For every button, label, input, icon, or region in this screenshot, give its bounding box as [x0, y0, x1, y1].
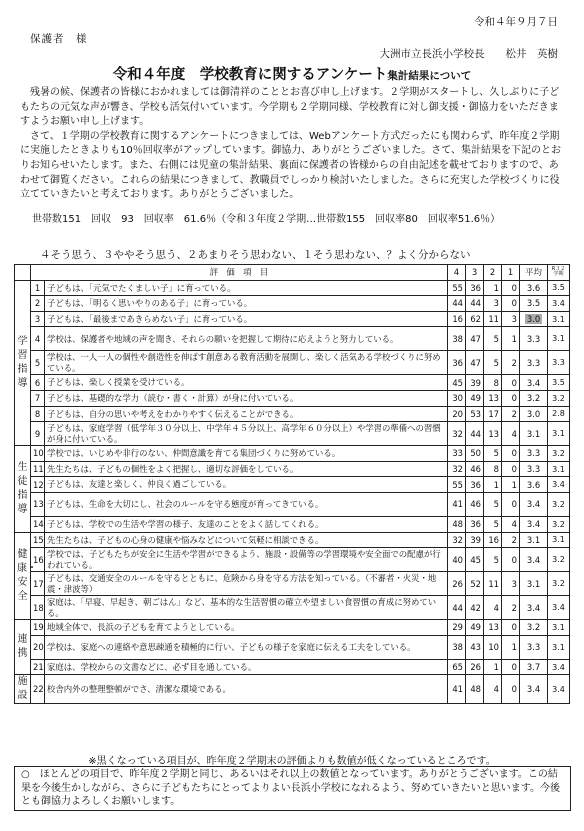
count-4: 33	[448, 446, 466, 462]
average-score	[520, 461, 548, 477]
count-3: 39	[466, 375, 484, 391]
header-average: 平均	[520, 265, 548, 281]
average-score	[520, 390, 548, 406]
header-item: 評 価 項 目	[31, 265, 448, 281]
response-stats: 世帯数151 回収 93 回収率 61.6％（令和３年度２学期…世帯数155 回収率80 回収率51.6％）	[32, 214, 501, 225]
average-score	[520, 548, 548, 572]
table-row	[15, 461, 570, 477]
average-value: 3.3	[526, 357, 541, 368]
count-4: 26	[448, 572, 466, 596]
count-3: 46	[466, 492, 484, 516]
count-2: 3	[484, 296, 502, 312]
item-text: 子どもは、「最後まであきらめない子」に育っている。	[45, 311, 448, 327]
average-value: 3.7	[526, 662, 541, 673]
count-4: 29	[448, 620, 466, 636]
average-value: 3.4	[526, 519, 541, 530]
average-value: 3.1	[526, 428, 541, 439]
previous-score: 3.1	[548, 327, 570, 351]
average-value: 3.1	[526, 534, 541, 545]
count-3: 26	[466, 659, 484, 675]
count-3: 48	[466, 675, 484, 704]
item-number: 6	[31, 375, 45, 391]
count-4: 41	[448, 675, 466, 704]
item-number: 3	[31, 311, 45, 327]
average-value: 3.6	[526, 479, 541, 490]
count-4: 41	[448, 492, 466, 516]
category-label: 生徒指導	[15, 446, 31, 532]
table-row	[15, 327, 570, 351]
previous-score: 3.1	[548, 461, 570, 477]
item-text: 子どもは、「明るく思いやりのある子」に育っている。	[45, 296, 448, 312]
average-value: 3.0	[526, 408, 541, 419]
header-2: 2	[484, 265, 502, 281]
count-1: 3	[502, 311, 520, 327]
table-row	[15, 620, 570, 636]
table-row	[15, 572, 570, 596]
footnote: ※黒くなっている項目が、昨年度２学期末の評価よりも数値が低くなっているところです。	[88, 756, 496, 767]
average-value: 3.4	[526, 554, 541, 565]
average-value: 3.1	[526, 578, 541, 589]
item-text: 学校は、一人一人の個性や創造性を伸ばす創意ある教育活動を展開し、楽しく活気ある学校づくりに努めている。	[45, 351, 448, 375]
sender: 大洲市立長浜小学校長 松井 英樹	[379, 48, 558, 60]
average-value: 3.3	[526, 464, 541, 475]
count-1: 0	[502, 659, 520, 675]
average-score	[520, 532, 548, 548]
table-row	[15, 675, 570, 704]
survey-results-table	[14, 264, 570, 704]
count-2: 8	[484, 375, 502, 391]
count-2: 11	[484, 311, 502, 327]
count-1: 2	[502, 351, 520, 375]
count-1: 1	[502, 635, 520, 659]
item-text: 先生たちは、子どもの心身の健康や悩みなどについて気軽に相談できる。	[45, 532, 448, 548]
count-2: 17	[484, 406, 502, 422]
category-label: 健康・安全	[15, 532, 31, 620]
average-score	[520, 296, 548, 312]
previous-score: 3.5	[548, 375, 570, 391]
table-row	[15, 422, 570, 446]
count-4: 30	[448, 390, 466, 406]
item-text: 家庭は、学校からの文書などに、必ず目を通している。	[45, 659, 448, 675]
average-score	[520, 422, 548, 446]
count-1: 2	[502, 532, 520, 548]
count-1: 0	[502, 620, 520, 636]
previous-score: 3.4	[548, 659, 570, 675]
header-3: 3	[466, 265, 484, 281]
count-3: 47	[466, 327, 484, 351]
item-number: 15	[31, 532, 45, 548]
count-1: 0	[502, 492, 520, 516]
count-1: 0	[502, 446, 520, 462]
item-text: 先生たちは、子どもの個性をよく把握し、適切な評価をしている。	[45, 461, 448, 477]
average-score	[520, 375, 548, 391]
table-row	[15, 351, 570, 375]
previous-score: 3.2	[548, 390, 570, 406]
item-text: 校舎内外の整理整頓がでさ、清潔な環境である。	[45, 675, 448, 704]
previous-score: 3.2	[548, 492, 570, 516]
table-row	[15, 516, 570, 532]
previous-score: 3.1	[548, 635, 570, 659]
count-4: 32	[448, 532, 466, 548]
letter-body	[20, 86, 566, 203]
header-4: 4	[448, 265, 466, 281]
average-value: 3.0	[526, 314, 541, 325]
previous-score: 3.2	[548, 516, 570, 532]
item-number: 13	[31, 492, 45, 516]
average-score	[520, 492, 548, 516]
item-text: 子どもは、基礎的な学力（読む・書く・計算）が身に付いている。	[45, 390, 448, 406]
average-score	[520, 327, 548, 351]
count-3: 49	[466, 620, 484, 636]
item-text: 学校は、家庭への連絡や意思疎通を積極的に行い、子どもの様子を家庭に伝える工夫をしている。	[45, 635, 448, 659]
average-score	[520, 675, 548, 704]
average-value: 3.5	[526, 298, 541, 309]
count-3: 43	[466, 635, 484, 659]
previous-score: 3.1	[548, 311, 570, 327]
previous-score: 3.1	[548, 620, 570, 636]
count-4: 55	[448, 280, 466, 296]
count-1: 4	[502, 516, 520, 532]
item-number: 5	[31, 351, 45, 375]
count-3: 44	[466, 422, 484, 446]
previous-score: 3.4	[548, 477, 570, 493]
average-score	[520, 280, 548, 296]
item-number: 1	[31, 280, 45, 296]
category-label: 学習指導	[15, 280, 31, 446]
previous-score: 3.2	[548, 548, 570, 572]
count-1: 0	[502, 375, 520, 391]
count-3: 36	[466, 477, 484, 493]
rating-scale-legend: ４そう思う、３ややそう思う、２あまりそう思わない、１そう思わない、？よく分からない	[40, 249, 471, 261]
average-score	[520, 659, 548, 675]
closing-box: ○ ほとんどの項目で、昨年度２学期と同じ、あるいはそれ以上の数値となっています。ありがとうございます。この結果を今後生かしながら、さらに子どもたちにとってよりよい長浜小学校になれるよう、努めていきたいと思います。今後とも御協力よろしくお願いします。	[14, 766, 571, 811]
table-header-row	[15, 265, 570, 281]
count-3: 47	[466, 351, 484, 375]
previous-score: 3.1	[548, 422, 570, 446]
count-2: 5	[484, 351, 502, 375]
table-row	[15, 406, 570, 422]
item-text: 子どもは、交通安全のルールを守るとともに、危険から身を守る方法を知っている。（不審者・火災・地震・津波等）	[45, 572, 448, 596]
table-row	[15, 548, 570, 572]
count-2: 16	[484, 532, 502, 548]
count-4: 36	[448, 351, 466, 375]
item-text: 子どもは、楽しく授業を受けている。	[45, 375, 448, 391]
average-value: 3.2	[526, 622, 541, 633]
item-number: 7	[31, 390, 45, 406]
table-row	[15, 446, 570, 462]
count-2: 8	[484, 461, 502, 477]
count-2: 13	[484, 620, 502, 636]
table-row	[15, 280, 570, 296]
item-number: 2	[31, 296, 45, 312]
count-2: 5	[484, 327, 502, 351]
previous-score: 3.5	[548, 280, 570, 296]
count-1: 0	[502, 461, 520, 477]
header-previous: R３２学期	[548, 265, 570, 281]
count-3: 46	[466, 461, 484, 477]
average-value: 3.6	[526, 282, 541, 293]
count-2: 11	[484, 572, 502, 596]
average-value: 3.4	[526, 602, 541, 613]
item-number: 8	[31, 406, 45, 422]
count-1: 1	[502, 327, 520, 351]
item-number: 21	[31, 659, 45, 675]
count-4: 20	[448, 406, 466, 422]
count-1: 2	[502, 596, 520, 620]
title-main: 令和４年度 学校教育に関するアンケート	[112, 67, 388, 83]
average-score	[520, 596, 548, 620]
average-value: 3.3	[526, 448, 541, 459]
item-text: 子どもは、「元気でたくましい子」に育っている。	[45, 280, 448, 296]
previous-score: 3.4	[548, 596, 570, 620]
average-score	[520, 635, 548, 659]
count-1: 3	[502, 572, 520, 596]
item-text: 家庭は、「早寝、早起き、朝ごはん」など、基本的な生活習慣の確立や望ましい食習慣の育成に努めている。	[45, 596, 448, 620]
count-3: 45	[466, 548, 484, 572]
item-number: 11	[31, 461, 45, 477]
item-number: 12	[31, 477, 45, 493]
item-number: 14	[31, 516, 45, 532]
count-1: 2	[502, 406, 520, 422]
item-text: 子どもは、友達と楽しく、仲良く過ごしている。	[45, 477, 448, 493]
average-value: 3.4	[526, 499, 541, 510]
average-score	[520, 446, 548, 462]
average-value: 3.3	[526, 642, 541, 653]
count-3: 42	[466, 596, 484, 620]
average-value: 3.4	[526, 377, 541, 388]
table-row	[15, 596, 570, 620]
count-1: 0	[502, 390, 520, 406]
count-1: 4	[502, 422, 520, 446]
average-score	[520, 311, 548, 327]
count-2: 13	[484, 422, 502, 446]
count-2: 1	[484, 477, 502, 493]
average-score	[520, 351, 548, 375]
table-row	[15, 477, 570, 493]
previous-score: 3.1	[548, 532, 570, 548]
count-4: 32	[448, 422, 466, 446]
item-number: 19	[31, 620, 45, 636]
average-value: 3.2	[526, 393, 541, 404]
count-3: 36	[466, 280, 484, 296]
count-2: 5	[484, 446, 502, 462]
count-4: 44	[448, 596, 466, 620]
count-4: 44	[448, 296, 466, 312]
table-body	[15, 280, 570, 704]
count-1: 0	[502, 548, 520, 572]
average-score	[520, 516, 548, 532]
count-3: 62	[466, 311, 484, 327]
count-4: 65	[448, 659, 466, 675]
item-text: 学校では、いじめや非行のない、仲間意識を育てる集団づくりに努めている。	[45, 446, 448, 462]
item-number: 18	[31, 596, 45, 620]
count-4: 38	[448, 635, 466, 659]
count-3: 49	[466, 390, 484, 406]
count-2: 5	[484, 548, 502, 572]
item-number: 16	[31, 548, 45, 572]
count-2: 4	[484, 675, 502, 704]
count-3: 53	[466, 406, 484, 422]
table-row	[15, 296, 570, 312]
table-row	[15, 390, 570, 406]
item-number: 9	[31, 422, 45, 446]
title-sub: 集計結果について	[387, 70, 472, 82]
count-4: 55	[448, 477, 466, 493]
count-4: 16	[448, 311, 466, 327]
issue-date: 令和４年９月７日	[474, 16, 558, 28]
category-label: 連携	[15, 620, 31, 675]
item-number: 17	[31, 572, 45, 596]
item-text: 子どもは、生命を大切にし、社会のルールを守る態度が育ってきている。	[45, 492, 448, 516]
count-2: 5	[484, 492, 502, 516]
page-title	[0, 63, 584, 84]
average-value: 3.3	[526, 333, 541, 344]
table-row	[15, 635, 570, 659]
average-score	[520, 572, 548, 596]
table-row	[15, 659, 570, 675]
count-4: 40	[448, 548, 466, 572]
previous-score: 3.4	[548, 296, 570, 312]
count-1: 0	[502, 296, 520, 312]
previous-score: 3.3	[548, 351, 570, 375]
table-row	[15, 492, 570, 516]
count-4: 32	[448, 461, 466, 477]
count-2: 1	[484, 659, 502, 675]
count-1: 0	[502, 675, 520, 704]
body-paragraph-1: 残暑の候、保護者の皆様におかれましては御清祥のこととお喜び申し上げます。２学期がスタートし、久しぶりに子どもたちの元気な声が響き、学校も活気付いています。今学期も２学期同様、学校教育に対し御支援・御協力をいただきますようお願い申し上げます。	[20, 87, 560, 128]
count-3: 52	[466, 572, 484, 596]
count-2: 1	[484, 280, 502, 296]
average-score	[520, 620, 548, 636]
item-text: 学校では、子どもたちが安全に生活や学習ができるよう、施設・設備等の学習環境や安全面での配慮が行われている。	[45, 548, 448, 572]
average-score	[520, 477, 548, 493]
count-2: 13	[484, 390, 502, 406]
count-2: 10	[484, 635, 502, 659]
table-row	[15, 311, 570, 327]
table-row	[15, 375, 570, 391]
item-number: 22	[31, 675, 45, 704]
category-label: 施設	[15, 675, 31, 704]
body-paragraph-2: さて、１学期の学校教育に関するアンケートにつきましては、Webアンケート方式だったにも関わらず、昨年度２学期に実施したときよりも10％回収率がアップしています。御協力、ありがとうございました。さて、集計結果を下記のとおりお知らせいたします。また、右側には児童の集計結果、裏面に保護者の皆様からの自由記述を載せておりますので、あわせて御覧ください。これらの結果につきまして、教職員でしっかり検討いたしました。さらに充実した学校づくりに役立てていきたいと考えております。ありがとうございました。	[20, 130, 562, 201]
count-1: 0	[502, 280, 520, 296]
count-3: 50	[466, 446, 484, 462]
count-3: 36	[466, 516, 484, 532]
count-4: 48	[448, 516, 466, 532]
table-row	[15, 532, 570, 548]
item-text: 地域全体で、長浜の子どもを育てようとしている。	[45, 620, 448, 636]
average-value: 3.4	[526, 684, 541, 695]
item-text: 学校は、保護者や地域の声を聞き、それらの願いを把握して期待に応えようと努力している。	[45, 327, 448, 351]
recipient: 保護者 様	[30, 33, 88, 45]
count-2: 4	[484, 596, 502, 620]
item-number: 20	[31, 635, 45, 659]
count-1: 1	[502, 477, 520, 493]
item-number: 4	[31, 327, 45, 351]
item-text: 子どもは、学校での生活や学習の様子、友達のことをよく話してくれる。	[45, 516, 448, 532]
count-4: 38	[448, 327, 466, 351]
previous-score: 3.2	[548, 572, 570, 596]
previous-score: 3.2	[548, 446, 570, 462]
count-2: 5	[484, 516, 502, 532]
header-1: 1	[502, 265, 520, 281]
previous-score: 2.8	[548, 406, 570, 422]
item-number: 10	[31, 446, 45, 462]
count-3: 39	[466, 532, 484, 548]
average-score	[520, 406, 548, 422]
count-4: 45	[448, 375, 466, 391]
item-text: 子どもは、自分の思いや考えをわかりやすく伝えることができる。	[45, 406, 448, 422]
item-text: 子どもは、家庭学習（低学年３０分以上、中学年４５分以上、高学年６０分以上）や学習の準備への習慣が身に付いている。	[45, 422, 448, 446]
count-3: 44	[466, 296, 484, 312]
previous-score: 3.4	[548, 675, 570, 704]
